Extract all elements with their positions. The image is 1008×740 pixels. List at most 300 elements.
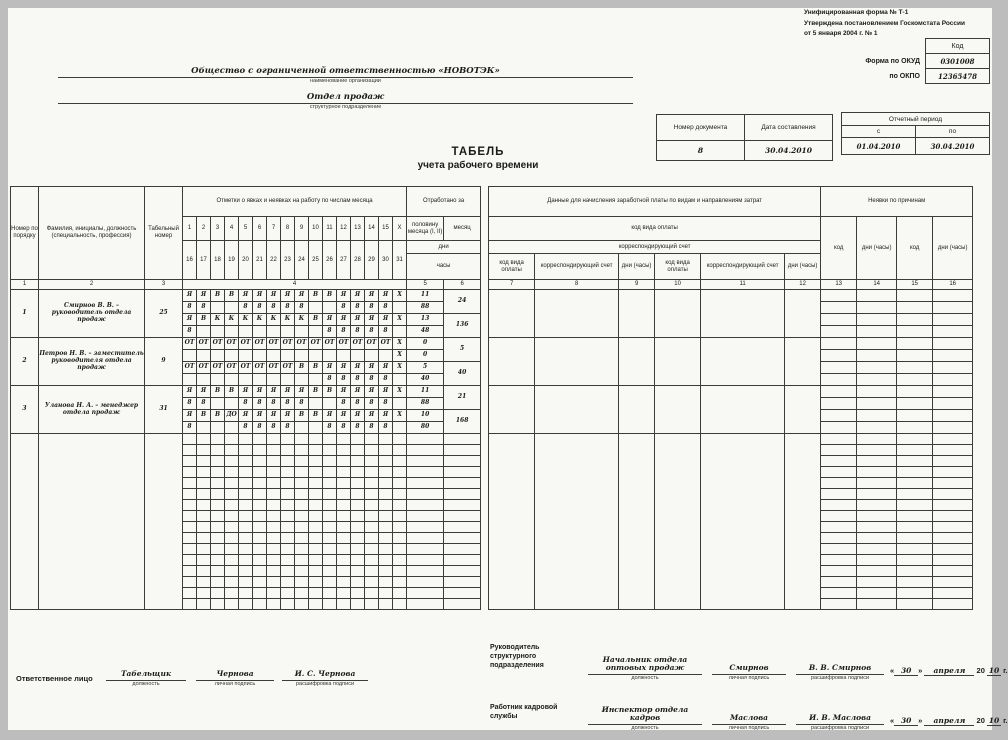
day-mark-cell: Я — [379, 386, 393, 398]
empty-day-cell — [393, 544, 407, 555]
empty-day-cell — [281, 467, 295, 478]
empty-day-cell — [183, 544, 197, 555]
absence-cell — [857, 362, 897, 374]
empty-day-cell — [337, 599, 351, 610]
day-mark-cell — [295, 326, 309, 338]
empty-day-cell — [281, 544, 295, 555]
empty-day-cell — [225, 456, 239, 467]
day-mark-cell: Я — [379, 314, 393, 326]
empty-day-cell — [365, 500, 379, 511]
employee-order: 2 — [11, 338, 39, 386]
empty-absence-cell — [821, 577, 857, 588]
empty-day-cell — [197, 544, 211, 555]
day-mark-cell: ОТ — [183, 338, 197, 350]
empty-absence-cell — [933, 489, 973, 500]
empty-day-cell — [365, 489, 379, 500]
day-mark-cell: К — [295, 314, 309, 326]
col-number: 8 — [535, 280, 619, 290]
col-number: 16 — [933, 280, 973, 290]
day-number: 14 — [365, 217, 379, 241]
absence-cell — [857, 314, 897, 326]
empty-half-cell — [407, 522, 444, 533]
day-mark-cell: Я — [239, 410, 253, 422]
day-number: 13 — [351, 217, 365, 241]
day-number: 20 — [239, 241, 253, 280]
empty-day-cell — [239, 500, 253, 511]
empty-day-cell — [365, 456, 379, 467]
empty-day-cell — [239, 533, 253, 544]
days-header: дни — [407, 241, 481, 254]
half-month-total: 80 — [407, 422, 444, 434]
empty-day-cell — [309, 489, 323, 500]
empty-day-cell — [393, 522, 407, 533]
empty-day-cell — [239, 467, 253, 478]
empty-absence-cell — [821, 544, 857, 555]
empty-absence-cell — [933, 500, 973, 511]
caption-position: должность — [631, 674, 659, 681]
empty-day-cell — [225, 467, 239, 478]
day-number: 25 — [309, 241, 323, 280]
empty-day-cell — [183, 445, 197, 456]
empty-absence-cell — [897, 434, 933, 445]
empty-absence-cell — [857, 467, 897, 478]
empty-half-cell — [407, 588, 444, 599]
pay-cell — [535, 386, 619, 434]
title-line1: ТАБЕЛЬ — [451, 146, 505, 158]
empty-pay-cell — [785, 434, 821, 610]
organization-name: Общество с ограниченной ответственностью «НОВОТЭК» — [58, 66, 633, 78]
day-mark-cell: В — [309, 362, 323, 374]
form-reference-block — [804, 8, 990, 40]
empty-day-cell — [197, 599, 211, 610]
empty-day-cell — [309, 445, 323, 456]
empty-day-cell — [309, 511, 323, 522]
pay-cell — [655, 338, 701, 386]
absence-cell — [897, 314, 933, 326]
empty-day-cell — [365, 588, 379, 599]
empty-day-cell — [281, 434, 295, 445]
empty-month-cell — [444, 445, 481, 456]
empty-absence-cell — [857, 511, 897, 522]
employee-tab-number: 25 — [145, 290, 183, 338]
caption-signature: личная подпись — [214, 680, 256, 687]
day-mark-cell: Я — [337, 410, 351, 422]
empty-half-cell — [407, 555, 444, 566]
day-mark-cell: ОТ — [183, 362, 197, 374]
empty-absence-cell — [933, 445, 973, 456]
empty-day-cell — [351, 467, 365, 478]
empty-absence-cell — [897, 588, 933, 599]
half-month-total: 11 — [407, 386, 444, 398]
day-mark-cell: 8 — [351, 398, 365, 410]
empty-day-cell — [351, 445, 365, 456]
organization-caption: наименование организации — [310, 78, 381, 84]
hr-date-suffix: г. — [1003, 716, 1008, 725]
empty-day-cell — [379, 478, 393, 489]
day-number: 29 — [365, 241, 379, 280]
empty-absence-cell — [897, 566, 933, 577]
day-mark-cell: 8 — [197, 398, 211, 410]
empty-day-cell — [183, 566, 197, 577]
empty-day-cell — [323, 533, 337, 544]
day-mark-cell — [239, 374, 253, 386]
day-mark-cell — [295, 350, 309, 362]
empty-absence-cell — [821, 555, 857, 566]
empty-absence-cell — [821, 445, 857, 456]
col-header-month: месяц — [444, 217, 481, 241]
empty-absence-cell — [857, 522, 897, 533]
empty-day-cell — [393, 577, 407, 588]
absence-cell — [933, 374, 973, 386]
empty-day-cell — [351, 577, 365, 588]
empty-day-cell — [295, 511, 309, 522]
empty-day-cell — [253, 500, 267, 511]
empty-day-cell — [295, 577, 309, 588]
empty-day-cell — [239, 456, 253, 467]
absence-cell — [857, 326, 897, 338]
col-number: 13 — [821, 280, 857, 290]
day-mark-cell: 8 — [197, 302, 211, 314]
caption-signature: личная подпись — [728, 724, 770, 731]
day-mark-cell: Я — [351, 410, 365, 422]
day-mark-cell — [309, 326, 323, 338]
empty-day-cell — [337, 588, 351, 599]
month-hours-total: 168 — [444, 410, 481, 434]
empty-day-cell — [183, 599, 197, 610]
col-header-tab-number: Табельный номер — [145, 187, 183, 280]
col-number: 11 — [701, 280, 785, 290]
pay-cell — [489, 290, 535, 338]
responsible-signature: Чернова — [196, 670, 274, 681]
day-mark-cell — [211, 302, 225, 314]
day-mark-cell: ОТ — [211, 362, 225, 374]
day-mark-cell: Я — [323, 410, 337, 422]
empty-day-cell — [197, 434, 211, 445]
empty-order-cell — [11, 434, 39, 610]
empty-day-cell — [365, 533, 379, 544]
day-mark-cell: ОТ — [309, 338, 323, 350]
empty-day-cell — [253, 434, 267, 445]
day-mark-cell — [267, 350, 281, 362]
empty-day-cell — [379, 555, 393, 566]
empty-day-cell — [379, 588, 393, 599]
absence-cell — [857, 422, 897, 434]
day-mark-cell — [337, 350, 351, 362]
day-mark-cell: 8 — [351, 302, 365, 314]
hr-signature-line — [712, 708, 786, 732]
empty-day-cell — [393, 434, 407, 445]
day-mark-cell — [197, 422, 211, 434]
absence-cell — [821, 326, 857, 338]
empty-day-cell — [281, 577, 295, 588]
month-hours-total: 40 — [444, 362, 481, 386]
day-mark-cell: Х — [393, 362, 407, 374]
absence-days-header: дни (часы) — [857, 217, 897, 280]
day-mark-cell — [281, 350, 295, 362]
day-mark-cell: Я — [351, 314, 365, 326]
footer-head-row — [490, 642, 1008, 694]
col-number: 4 — [183, 280, 407, 290]
empty-half-cell — [407, 500, 444, 511]
day-mark-cell: ОТ — [197, 338, 211, 350]
timesheet-table — [10, 186, 973, 610]
absence-cell — [897, 350, 933, 362]
empty-month-cell — [444, 456, 481, 467]
pay-days-subheader: дни (часы) — [619, 254, 655, 280]
month-hours-total: 136 — [444, 314, 481, 338]
day-mark-cell: 8 — [295, 398, 309, 410]
day-mark-cell: ОТ — [225, 338, 239, 350]
day-mark-cell — [309, 374, 323, 386]
day-mark-cell — [281, 374, 295, 386]
day-number: 22 — [267, 241, 281, 280]
day-mark-cell: В — [225, 290, 239, 302]
empty-day-cell — [211, 500, 225, 511]
pay-cell — [619, 338, 655, 386]
empty-day-cell — [239, 588, 253, 599]
empty-absence-cell — [933, 456, 973, 467]
empty-day-cell — [295, 533, 309, 544]
okpo-value: 12365478 — [926, 69, 990, 84]
col-header-name: Фамилия, инициалы, должность (специальность, профессия) — [39, 187, 145, 280]
absence-cell — [821, 410, 857, 422]
period-from-label: с — [842, 126, 916, 138]
head-date-century: 20 — [976, 666, 985, 675]
empty-absence-cell — [897, 500, 933, 511]
empty-day-cell — [281, 588, 295, 599]
empty-absence-cell — [897, 456, 933, 467]
empty-day-cell — [253, 489, 267, 500]
empty-day-cell — [253, 522, 267, 533]
day-mark-cell — [295, 374, 309, 386]
pay-cell — [619, 386, 655, 434]
empty-day-cell — [211, 522, 225, 533]
empty-day-cell — [267, 434, 281, 445]
day-mark-cell: 8 — [365, 302, 379, 314]
day-mark-cell: ОТ — [351, 338, 365, 350]
day-mark-cell: В — [295, 410, 309, 422]
employee-order: 1 — [11, 290, 39, 338]
day-mark-cell: Я — [337, 290, 351, 302]
empty-absence-cell — [821, 566, 857, 577]
empty-day-cell — [225, 434, 239, 445]
empty-day-cell — [197, 577, 211, 588]
empty-absence-cell — [897, 478, 933, 489]
hr-date-day: 30 — [894, 716, 918, 726]
empty-day-cell — [351, 511, 365, 522]
pay-cell — [489, 338, 535, 386]
day-mark-cell: 8 — [365, 326, 379, 338]
caption-name: расшифровка подписи — [810, 674, 870, 681]
absence-cell — [821, 386, 857, 398]
day-mark-cell: 8 — [267, 398, 281, 410]
footer-responsible-row — [16, 662, 486, 702]
empty-day-cell — [211, 478, 225, 489]
day-mark-cell — [197, 350, 211, 362]
empty-day-cell — [323, 577, 337, 588]
empty-day-cell — [379, 522, 393, 533]
day-number: 3 — [211, 217, 225, 241]
empty-day-cell — [323, 555, 337, 566]
empty-day-cell — [323, 434, 337, 445]
empty-day-cell — [183, 500, 197, 511]
day-mark-cell: 8 — [183, 326, 197, 338]
absence-cell — [933, 290, 973, 302]
caption-name: расшифровка подписи — [295, 680, 355, 687]
form-ref-line2: Утверждена постановлением Госкомстата России — [804, 19, 966, 27]
day-mark-cell: Я — [351, 386, 365, 398]
day-number: 31 — [393, 241, 407, 280]
day-mark-cell: Х — [393, 338, 407, 350]
empty-day-cell — [393, 599, 407, 610]
empty-day-cell — [309, 599, 323, 610]
doc-date-label: Дата составления — [745, 115, 833, 141]
empty-day-cell — [225, 489, 239, 500]
form-ref-line3: от 5 января 2004 г. № 1 — [804, 30, 878, 38]
day-mark-cell: К — [211, 314, 225, 326]
responsible-label: Ответственное лицо — [16, 674, 93, 683]
empty-day-cell — [197, 500, 211, 511]
day-mark-cell: ОТ — [323, 338, 337, 350]
empty-day-cell — [379, 566, 393, 577]
day-number: 30 — [379, 241, 393, 280]
empty-day-cell — [379, 544, 393, 555]
absence-cell — [821, 290, 857, 302]
empty-day-cell — [295, 522, 309, 533]
empty-day-cell — [351, 456, 365, 467]
empty-day-cell — [267, 489, 281, 500]
hr-name: И. В. Маслова — [796, 714, 884, 725]
empty-day-cell — [309, 456, 323, 467]
empty-absence-cell — [897, 544, 933, 555]
day-mark-cell: Я — [183, 290, 197, 302]
day-mark-cell: 8 — [281, 398, 295, 410]
empty-day-cell — [239, 544, 253, 555]
empty-absence-cell — [933, 434, 973, 445]
pay-cell — [619, 290, 655, 338]
empty-day-cell — [309, 566, 323, 577]
absence-cell — [897, 410, 933, 422]
empty-day-cell — [225, 555, 239, 566]
empty-day-cell — [253, 555, 267, 566]
head-name-line — [796, 658, 884, 682]
empty-absence-cell — [933, 511, 973, 522]
day-mark-cell: 8 — [267, 302, 281, 314]
empty-day-cell — [393, 511, 407, 522]
day-mark-cell: Я — [281, 290, 295, 302]
empty-day-cell — [197, 566, 211, 577]
empty-day-cell — [337, 500, 351, 511]
empty-day-cell — [351, 522, 365, 533]
empty-half-cell — [407, 566, 444, 577]
empty-absence-cell — [821, 588, 857, 599]
empty-half-cell — [407, 478, 444, 489]
day-mark-cell: Я — [183, 314, 197, 326]
empty-day-cell — [239, 522, 253, 533]
empty-absence-cell — [897, 511, 933, 522]
day-mark-cell: 8 — [379, 326, 393, 338]
absence-cell — [821, 362, 857, 374]
period-to-value: 30.04.2010 — [916, 138, 990, 155]
day-mark-cell: 8 — [337, 326, 351, 338]
empty-day-cell — [309, 577, 323, 588]
empty-absence-cell — [933, 588, 973, 599]
month-days-total: 5 — [444, 338, 481, 362]
empty-day-cell — [337, 456, 351, 467]
half-month-total: 48 — [407, 326, 444, 338]
empty-day-cell — [379, 533, 393, 544]
period-from-value: 01.04.2010 — [842, 138, 916, 155]
empty-half-cell — [407, 434, 444, 445]
empty-absence-cell — [821, 489, 857, 500]
day-mark-cell: 8 — [253, 302, 267, 314]
empty-month-cell — [444, 533, 481, 544]
empty-day-cell — [351, 588, 365, 599]
empty-absence-cell — [857, 456, 897, 467]
empty-day-cell — [197, 588, 211, 599]
empty-day-cell — [239, 599, 253, 610]
code-label: Код — [926, 39, 990, 54]
hr-signature: Маслова — [712, 714, 786, 725]
empty-day-cell — [267, 588, 281, 599]
empty-day-cell — [337, 533, 351, 544]
empty-day-cell — [337, 467, 351, 478]
half-month-total: 11 — [407, 290, 444, 302]
pay-account-header: корреспондирующий счет — [489, 241, 821, 254]
absence-cell — [821, 422, 857, 434]
empty-month-cell — [444, 434, 481, 445]
absence-cell — [857, 302, 897, 314]
empty-day-cell — [379, 467, 393, 478]
empty-half-cell — [407, 456, 444, 467]
absence-cell — [933, 362, 973, 374]
day-mark-cell — [295, 422, 309, 434]
day-mark-cell — [281, 326, 295, 338]
empty-day-cell — [267, 599, 281, 610]
empty-absence-cell — [933, 566, 973, 577]
hr-date-month: апреля — [924, 716, 974, 726]
okud-value: 0301008 — [926, 54, 990, 69]
empty-day-cell — [365, 544, 379, 555]
empty-absence-cell — [821, 522, 857, 533]
empty-day-cell — [365, 467, 379, 478]
empty-absence-cell — [857, 533, 897, 544]
day-mark-cell: 8 — [323, 326, 337, 338]
pay-cell — [701, 290, 785, 338]
pay-cell — [701, 386, 785, 434]
empty-pay-cell — [655, 434, 701, 610]
empty-day-cell — [309, 434, 323, 445]
day-mark-cell — [351, 350, 365, 362]
empty-day-cell — [239, 478, 253, 489]
empty-half-cell — [407, 544, 444, 555]
col-number: 6 — [444, 280, 481, 290]
empty-day-cell — [267, 511, 281, 522]
day-number: 5 — [239, 217, 253, 241]
empty-absence-cell — [933, 599, 973, 610]
empty-day-cell — [281, 599, 295, 610]
empty-day-cell — [295, 456, 309, 467]
empty-absence-cell — [897, 467, 933, 478]
pay-cell — [701, 338, 785, 386]
day-mark-cell — [239, 326, 253, 338]
empty-day-cell — [281, 445, 295, 456]
head-signature: Смирнов — [712, 664, 786, 675]
day-number: 6 — [253, 217, 267, 241]
empty-day-cell — [365, 566, 379, 577]
day-mark-cell — [379, 350, 393, 362]
empty-day-cell — [267, 533, 281, 544]
